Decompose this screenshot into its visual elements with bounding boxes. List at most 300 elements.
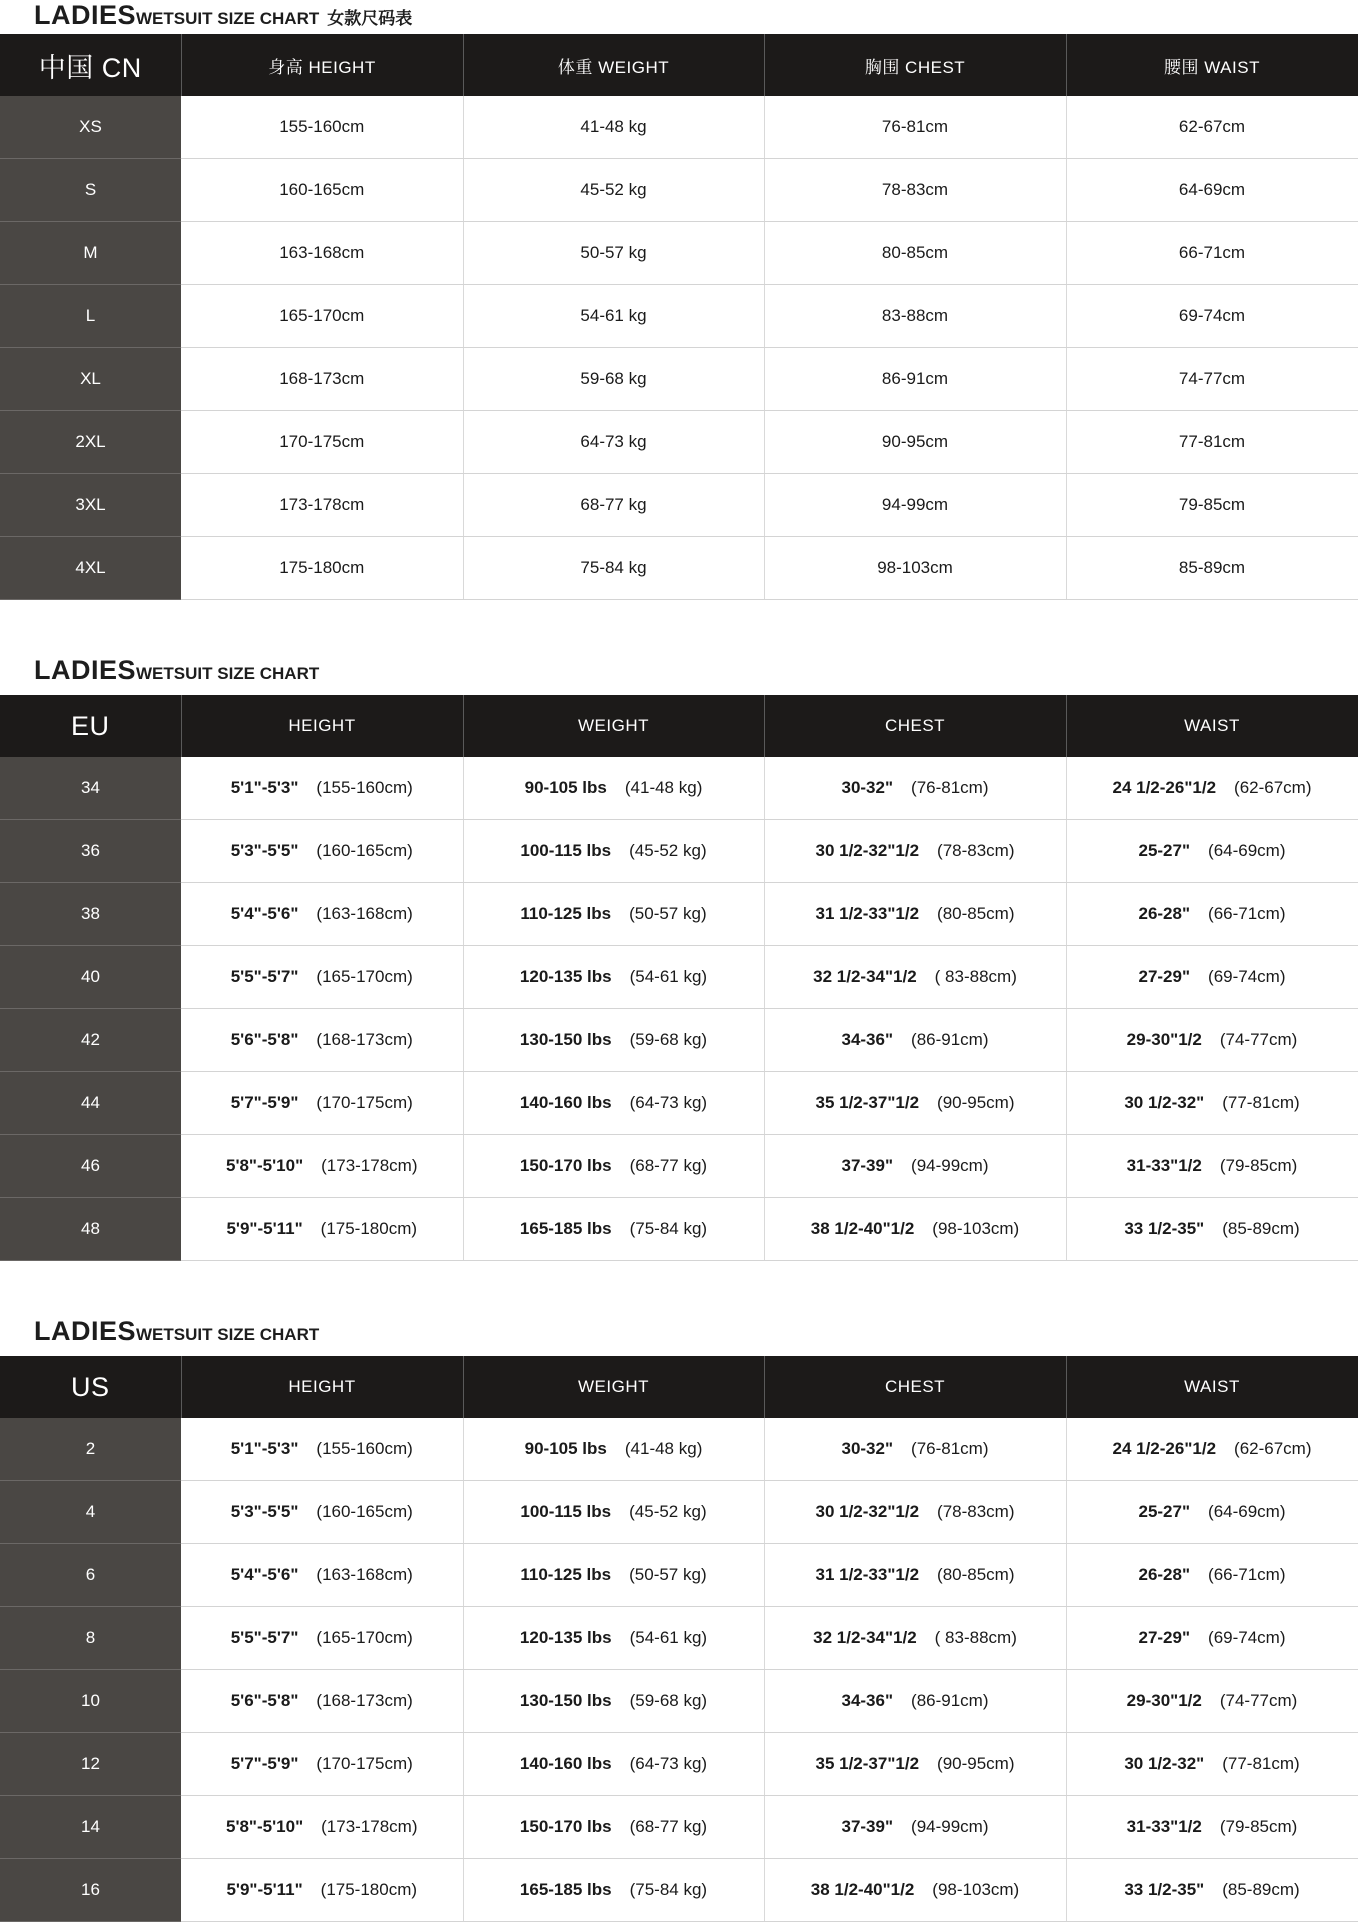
weight-metric: (68-77 kg) — [629, 1817, 708, 1836]
chest-metric: (78-83cm) — [937, 1502, 1015, 1521]
waist-imperial: 31-33"1/2 — [1126, 1817, 1202, 1836]
weight-cell: 45-52 kg — [463, 159, 764, 222]
height-imperial: 5'4"-5'6" — [230, 904, 299, 923]
chest-imperial: 31 1/2-33"1/2 — [815, 1565, 920, 1584]
us-size-table — [0, 1356, 1358, 1922]
height-metric: (163-168cm) — [316, 1565, 413, 1584]
waist-cell — [1066, 1418, 1358, 1481]
weight-metric: (50-57 kg) — [629, 904, 707, 923]
chest-cell — [764, 757, 1066, 820]
height-cell — [181, 820, 463, 883]
size-label: L — [0, 285, 181, 348]
chest-metric: ( 83-88cm) — [934, 967, 1017, 986]
height-metric: (160-165cm) — [316, 1502, 413, 1521]
cn-header-waist: 腰围 WAIST — [1066, 34, 1358, 96]
weight-imperial: 110-125 lbs — [520, 904, 612, 923]
waist-imperial: 31-33"1/2 — [1126, 1156, 1202, 1175]
chest-metric: (76-81cm) — [911, 1439, 989, 1458]
height-metric: (155-160cm) — [316, 778, 413, 797]
size-label: 10 — [0, 1670, 181, 1733]
height-metric: (165-170cm) — [316, 967, 413, 986]
waist-cell: 62-67cm — [1066, 96, 1358, 159]
weight-cell: 75-84 kg — [463, 537, 764, 600]
chest-cell — [764, 1135, 1066, 1198]
height-metric: (173-178cm) — [321, 1817, 418, 1836]
weight-imperial: 130-150 lbs — [519, 1030, 612, 1049]
table-row — [0, 757, 1358, 820]
waist-imperial: 24 1/2-26"1/2 — [1112, 778, 1217, 797]
size-label: 14 — [0, 1796, 181, 1859]
waist-cell — [1066, 1859, 1358, 1922]
size-label: 8 — [0, 1607, 181, 1670]
height-metric: (175-180cm) — [320, 1219, 418, 1238]
height-cell — [181, 1198, 463, 1261]
chest-metric: ( 83-88cm) — [934, 1628, 1017, 1647]
height-imperial: 5'7"-5'9" — [230, 1754, 299, 1773]
waist-cell — [1066, 757, 1358, 820]
chest-cell — [764, 883, 1066, 946]
weight-imperial: 100-115 lbs — [520, 1502, 612, 1521]
height-cell — [181, 1733, 463, 1796]
waist-metric: (69-74cm) — [1208, 1628, 1286, 1647]
eu-header-row — [0, 695, 1358, 757]
waist-metric: (69-74cm) — [1208, 967, 1286, 986]
us-header-waist: WAIST — [1066, 1356, 1358, 1418]
size-label: M — [0, 222, 181, 285]
waist-cell — [1066, 1072, 1358, 1135]
height-imperial: 5'5"-5'7" — [230, 967, 299, 986]
weight-cell: 41-48 kg — [463, 96, 764, 159]
waist-imperial: 33 1/2-35" — [1124, 1219, 1205, 1238]
height-cell — [181, 1796, 463, 1859]
waist-cell: 85-89cm — [1066, 537, 1358, 600]
cn-header-row — [0, 34, 1358, 96]
chest-metric: (94-99cm) — [911, 1817, 989, 1836]
height-metric: (163-168cm) — [316, 904, 413, 923]
weight-cell — [463, 1607, 764, 1670]
height-metric: (173-178cm) — [321, 1156, 418, 1175]
height-imperial: 5'6"-5'8" — [230, 1030, 299, 1049]
height-cell: 173-178cm — [181, 474, 463, 537]
weight-imperial: 90-105 lbs — [524, 778, 607, 797]
waist-cell: 77-81cm — [1066, 411, 1358, 474]
chest-cell — [764, 1481, 1066, 1544]
height-imperial: 5'9"-5'11" — [226, 1880, 303, 1899]
waist-cell — [1066, 946, 1358, 1009]
size-label: 2 — [0, 1418, 181, 1481]
size-label: 16 — [0, 1859, 181, 1922]
waist-cell: 69-74cm — [1066, 285, 1358, 348]
table-row — [0, 1418, 1358, 1481]
waist-imperial: 29-30"1/2 — [1126, 1691, 1202, 1710]
waist-imperial: 30 1/2-32" — [1124, 1754, 1205, 1773]
table-row — [0, 411, 1358, 474]
cn-chart-title — [34, 0, 412, 34]
chest-imperial: 38 1/2-40"1/2 — [810, 1880, 915, 1899]
us-title-big: LADIES — [34, 1316, 137, 1346]
weight-cell — [463, 1135, 764, 1198]
height-metric: (170-175cm) — [316, 1093, 413, 1112]
height-cell — [181, 1072, 463, 1135]
us-header-height: HEIGHT — [181, 1356, 463, 1418]
weight-cell — [463, 946, 764, 1009]
waist-cell — [1066, 1733, 1358, 1796]
chest-cell — [764, 1544, 1066, 1607]
waist-cell: 79-85cm — [1066, 474, 1358, 537]
height-cell — [181, 757, 463, 820]
height-imperial: 5'8"-5'10" — [225, 1156, 304, 1175]
chest-imperial: 37-39" — [841, 1156, 894, 1175]
chest-metric: (76-81cm) — [911, 778, 989, 797]
waist-imperial: 33 1/2-35" — [1124, 1880, 1205, 1899]
height-cell — [181, 946, 463, 1009]
waist-metric: (85-89cm) — [1222, 1219, 1300, 1238]
waist-imperial: 27-29" — [1138, 1628, 1191, 1647]
table-row — [0, 1733, 1358, 1796]
cn-size-table — [0, 34, 1358, 600]
weight-cell — [463, 1670, 764, 1733]
eu-title-big: LADIES — [34, 655, 137, 685]
size-label: 4XL — [0, 537, 181, 600]
us-header-chest: CHEST — [764, 1356, 1066, 1418]
waist-cell: 74-77cm — [1066, 348, 1358, 411]
weight-imperial: 130-150 lbs — [519, 1691, 612, 1710]
chest-cell — [764, 1198, 1066, 1261]
weight-cell: 68-77 kg — [463, 474, 764, 537]
chest-metric: (78-83cm) — [937, 841, 1015, 860]
height-cell — [181, 1009, 463, 1072]
chest-cell: 98-103cm — [764, 537, 1066, 600]
weight-cell: 64-73 kg — [463, 411, 764, 474]
chest-imperial: 31 1/2-33"1/2 — [815, 904, 920, 923]
weight-imperial: 140-160 lbs — [519, 1093, 612, 1112]
chest-metric: (80-85cm) — [937, 904, 1015, 923]
size-label: 3XL — [0, 474, 181, 537]
chest-cell — [764, 1009, 1066, 1072]
chest-metric: (86-91cm) — [911, 1691, 989, 1710]
weight-cell: 59-68 kg — [463, 348, 764, 411]
weight-metric: (75-84 kg) — [629, 1219, 708, 1238]
height-cell — [181, 1481, 463, 1544]
waist-cell — [1066, 1135, 1358, 1198]
table-row — [0, 1198, 1358, 1261]
size-label: 4 — [0, 1481, 181, 1544]
chest-cell — [764, 1733, 1066, 1796]
size-label: 38 — [0, 883, 181, 946]
weight-cell — [463, 1796, 764, 1859]
waist-imperial: 26-28" — [1138, 904, 1191, 923]
waist-imperial: 27-29" — [1138, 967, 1191, 986]
chest-metric: (94-99cm) — [911, 1156, 989, 1175]
waist-cell — [1066, 1009, 1358, 1072]
waist-cell — [1066, 883, 1358, 946]
chest-imperial: 30-32" — [841, 1439, 894, 1458]
height-cell: 160-165cm — [181, 159, 463, 222]
table-row — [0, 946, 1358, 1009]
waist-cell: 66-71cm — [1066, 222, 1358, 285]
size-label: 48 — [0, 1198, 181, 1261]
waist-cell — [1066, 1607, 1358, 1670]
waist-metric: (62-67cm) — [1234, 1439, 1312, 1458]
height-imperial: 5'7"-5'9" — [230, 1093, 299, 1112]
weight-metric: (45-52 kg) — [629, 1502, 707, 1521]
table-row — [0, 1859, 1358, 1922]
height-cell — [181, 1135, 463, 1198]
height-metric: (155-160cm) — [316, 1439, 413, 1458]
height-imperial: 5'1"-5'3" — [230, 778, 299, 797]
height-imperial: 5'9"-5'11" — [226, 1219, 303, 1238]
size-label: 34 — [0, 757, 181, 820]
cn-title-big: LADIES — [34, 0, 137, 30]
size-label: 46 — [0, 1135, 181, 1198]
chest-imperial: 35 1/2-37"1/2 — [815, 1754, 920, 1773]
waist-cell — [1066, 1481, 1358, 1544]
eu-header-chest: CHEST — [764, 695, 1066, 757]
height-imperial: 5'3"-5'5" — [230, 1502, 299, 1521]
waist-imperial: 25-27" — [1138, 841, 1191, 860]
waist-metric: (64-69cm) — [1208, 1502, 1286, 1521]
table-row — [0, 883, 1358, 946]
weight-metric: (59-68 kg) — [629, 1030, 708, 1049]
waist-cell — [1066, 1198, 1358, 1261]
cn-header-height: 身高 HEIGHT — [181, 34, 463, 96]
chest-cell: 94-99cm — [764, 474, 1066, 537]
chest-metric: (98-103cm) — [932, 1219, 1020, 1238]
waist-metric: (79-85cm) — [1219, 1156, 1298, 1175]
chest-metric: (80-85cm) — [937, 1565, 1015, 1584]
weight-imperial: 140-160 lbs — [519, 1754, 612, 1773]
waist-imperial: 24 1/2-26"1/2 — [1112, 1439, 1217, 1458]
weight-cell: 50-57 kg — [463, 222, 764, 285]
eu-chart-title — [34, 655, 319, 689]
weight-metric: (45-52 kg) — [629, 841, 707, 860]
table-row — [0, 285, 1358, 348]
chest-cell: 76-81cm — [764, 96, 1066, 159]
weight-imperial: 120-135 lbs — [519, 967, 612, 986]
size-label: 42 — [0, 1009, 181, 1072]
weight-imperial: 150-170 lbs — [519, 1156, 612, 1175]
eu-title-small: WETSUIT SIZE CHART — [136, 664, 320, 683]
size-label: 12 — [0, 1733, 181, 1796]
weight-cell — [463, 820, 764, 883]
us-header-region: US — [0, 1356, 181, 1418]
waist-metric: (74-77cm) — [1219, 1030, 1298, 1049]
waist-cell — [1066, 1544, 1358, 1607]
weight-imperial: 150-170 lbs — [519, 1817, 612, 1836]
chest-metric: (98-103cm) — [932, 1880, 1020, 1899]
height-imperial: 5'4"-5'6" — [230, 1565, 299, 1584]
height-imperial: 5'3"-5'5" — [230, 841, 299, 860]
size-label: 44 — [0, 1072, 181, 1135]
weight-imperial: 120-135 lbs — [519, 1628, 612, 1647]
weight-metric: (64-73 kg) — [629, 1754, 708, 1773]
height-cell: 155-160cm — [181, 96, 463, 159]
size-label: 40 — [0, 946, 181, 1009]
chest-cell — [764, 820, 1066, 883]
eu-size-table — [0, 695, 1358, 1261]
waist-imperial: 30 1/2-32" — [1124, 1093, 1205, 1112]
weight-cell — [463, 757, 764, 820]
weight-cell — [463, 1198, 764, 1261]
height-cell — [181, 1607, 463, 1670]
weight-cell — [463, 1733, 764, 1796]
table-row — [0, 222, 1358, 285]
height-cell: 170-175cm — [181, 411, 463, 474]
chest-metric: (90-95cm) — [937, 1754, 1015, 1773]
table-row — [0, 1481, 1358, 1544]
cn-title-small: WETSUIT SIZE CHART — [136, 9, 320, 28]
eu-header-height: HEIGHT — [181, 695, 463, 757]
weight-imperial: 165-185 lbs — [519, 1219, 612, 1238]
chest-cell: 86-91cm — [764, 348, 1066, 411]
waist-imperial: 25-27" — [1138, 1502, 1191, 1521]
weight-metric: (59-68 kg) — [629, 1691, 708, 1710]
height-cell — [181, 1859, 463, 1922]
chest-cell — [764, 1072, 1066, 1135]
height-cell: 165-170cm — [181, 285, 463, 348]
eu-header-weight: WEIGHT — [463, 695, 764, 757]
height-metric: (168-173cm) — [316, 1030, 413, 1049]
height-metric: (175-180cm) — [320, 1880, 418, 1899]
us-header-row — [0, 1356, 1358, 1418]
waist-imperial: 29-30"1/2 — [1126, 1030, 1202, 1049]
chest-cell: 90-95cm — [764, 411, 1066, 474]
height-metric: (165-170cm) — [316, 1628, 413, 1647]
waist-metric: (74-77cm) — [1219, 1691, 1298, 1710]
weight-metric: (41-48 kg) — [624, 778, 703, 797]
size-label: 2XL — [0, 411, 181, 474]
chest-cell: 80-85cm — [764, 222, 1066, 285]
height-metric: (170-175cm) — [316, 1754, 413, 1773]
table-row — [0, 348, 1358, 411]
chest-imperial: 38 1/2-40"1/2 — [810, 1219, 915, 1238]
chest-cell — [764, 1670, 1066, 1733]
cn-title-chinese: 女款尺码表 — [327, 9, 413, 28]
eu-header-waist: WAIST — [1066, 695, 1358, 757]
weight-cell — [463, 1009, 764, 1072]
cn-header-weight: 体重 WEIGHT — [463, 34, 764, 96]
weight-imperial: 165-185 lbs — [519, 1880, 612, 1899]
chest-cell — [764, 946, 1066, 1009]
table-row — [0, 96, 1358, 159]
weight-metric: (54-61 kg) — [629, 967, 708, 986]
height-imperial: 5'5"-5'7" — [230, 1628, 299, 1647]
height-cell — [181, 883, 463, 946]
height-imperial: 5'8"-5'10" — [225, 1817, 304, 1836]
waist-metric: (66-71cm) — [1208, 1565, 1286, 1584]
chest-imperial: 34-36" — [841, 1691, 894, 1710]
height-metric: (160-165cm) — [316, 841, 413, 860]
height-cell: 168-173cm — [181, 348, 463, 411]
chest-cell — [764, 1859, 1066, 1922]
weight-metric: (41-48 kg) — [624, 1439, 703, 1458]
table-row — [0, 1670, 1358, 1733]
height-metric: (168-173cm) — [316, 1691, 413, 1710]
height-cell — [181, 1544, 463, 1607]
size-label: S — [0, 159, 181, 222]
weight-imperial: 110-125 lbs — [520, 1565, 612, 1584]
chest-metric: (86-91cm) — [911, 1030, 989, 1049]
chest-imperial: 35 1/2-37"1/2 — [815, 1093, 920, 1112]
table-row — [0, 820, 1358, 883]
table-row — [0, 1544, 1358, 1607]
size-label: XL — [0, 348, 181, 411]
height-imperial: 5'1"-5'3" — [230, 1439, 299, 1458]
waist-metric: (66-71cm) — [1208, 904, 1286, 923]
size-label: 36 — [0, 820, 181, 883]
chest-cell: 78-83cm — [764, 159, 1066, 222]
waist-metric: (62-67cm) — [1234, 778, 1312, 797]
cn-header-chest: 胸围 CHEST — [764, 34, 1066, 96]
table-row — [0, 1796, 1358, 1859]
height-cell: 175-180cm — [181, 537, 463, 600]
waist-cell: 64-69cm — [1066, 159, 1358, 222]
height-cell — [181, 1670, 463, 1733]
chest-cell — [764, 1607, 1066, 1670]
table-row — [0, 474, 1358, 537]
chest-imperial: 34-36" — [841, 1030, 894, 1049]
weight-cell — [463, 1072, 764, 1135]
cn-header-region: 中国 CN — [0, 34, 181, 96]
chest-metric: (90-95cm) — [937, 1093, 1015, 1112]
height-cell — [181, 1418, 463, 1481]
table-row — [0, 537, 1358, 600]
weight-cell: 54-61 kg — [463, 285, 764, 348]
weight-cell — [463, 1544, 764, 1607]
table-row — [0, 159, 1358, 222]
weight-cell — [463, 1418, 764, 1481]
weight-cell — [463, 883, 764, 946]
waist-metric: (77-81cm) — [1222, 1754, 1300, 1773]
height-cell: 163-168cm — [181, 222, 463, 285]
weight-cell — [463, 1859, 764, 1922]
waist-imperial: 26-28" — [1138, 1565, 1191, 1584]
eu-header-region: EU — [0, 695, 181, 757]
waist-metric: (77-81cm) — [1222, 1093, 1300, 1112]
size-label: 6 — [0, 1544, 181, 1607]
chest-imperial: 37-39" — [841, 1817, 894, 1836]
weight-metric: (54-61 kg) — [629, 1628, 708, 1647]
chest-imperial: 32 1/2-34"1/2 — [813, 967, 917, 986]
table-row — [0, 1607, 1358, 1670]
waist-cell — [1066, 1670, 1358, 1733]
weight-metric: (50-57 kg) — [629, 1565, 707, 1584]
waist-cell — [1066, 1796, 1358, 1859]
us-chart-title — [34, 1316, 319, 1350]
weight-imperial: 90-105 lbs — [524, 1439, 607, 1458]
weight-metric: (68-77 kg) — [629, 1156, 708, 1175]
weight-cell — [463, 1481, 764, 1544]
chest-imperial: 30 1/2-32"1/2 — [815, 841, 920, 860]
chest-cell: 83-88cm — [764, 285, 1066, 348]
weight-metric: (75-84 kg) — [629, 1880, 708, 1899]
chest-cell — [764, 1418, 1066, 1481]
weight-metric: (64-73 kg) — [629, 1093, 708, 1112]
chest-imperial: 30 1/2-32"1/2 — [815, 1502, 920, 1521]
us-header-weight: WEIGHT — [463, 1356, 764, 1418]
table-row — [0, 1072, 1358, 1135]
table-row — [0, 1009, 1358, 1072]
us-title-small: WETSUIT SIZE CHART — [136, 1325, 320, 1344]
waist-cell — [1066, 820, 1358, 883]
table-row — [0, 1135, 1358, 1198]
chest-cell — [764, 1796, 1066, 1859]
waist-metric: (85-89cm) — [1222, 1880, 1300, 1899]
chest-imperial: 32 1/2-34"1/2 — [813, 1628, 917, 1647]
chest-imperial: 30-32" — [841, 778, 894, 797]
size-label: XS — [0, 96, 181, 159]
weight-imperial: 100-115 lbs — [520, 841, 612, 860]
